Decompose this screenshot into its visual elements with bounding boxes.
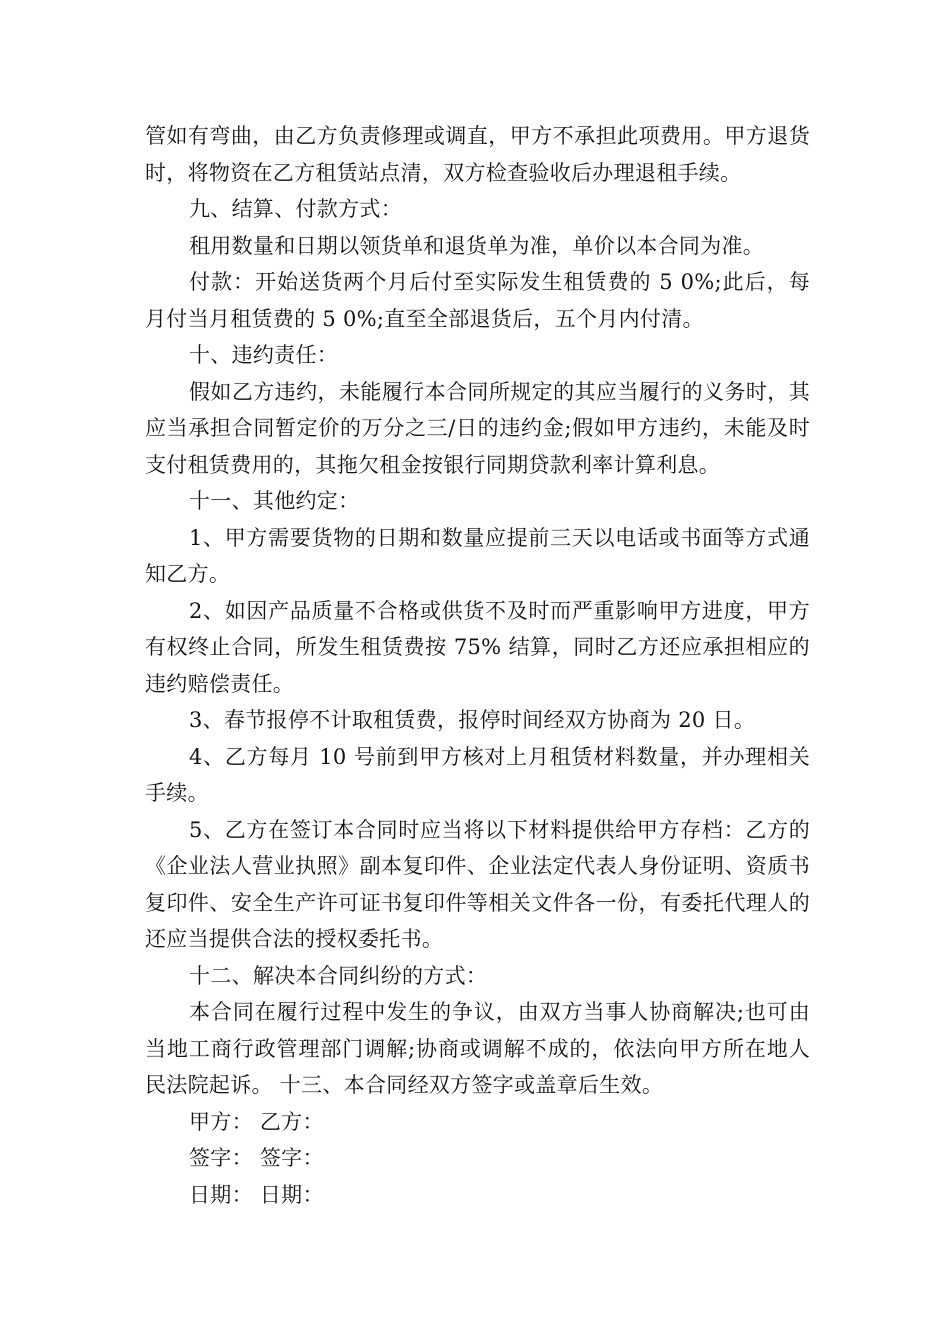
heading-dispute-resolution: 十二、解决本合同纠纷的方式： [189,963,488,988]
signature-sign: 签字： 签字： [189,1146,324,1170]
list-item-5-documents: 5、乙方在签订本合同时应当将以下材料提供给甲方存档：乙方的《企业法人营业执照》副本复印件、企业法定代表人身份证明、资质书复印件、安全生产许可证书复印件等相关文件各一份，有委托代理人的还应当提供合法的授权委托书。 [145,817,810,951]
signature-date: 日期： 日期： [189,1182,324,1207]
list-item-1-advance-notice: 1、甲方需要货物的日期和数量应提前三天以电话或书面等方式通知乙方。 [145,525,810,586]
paragraph-dispute-resolution: 本合同在履行过程中发生的争议，由双方当事人协商解决;也可由当地工商行政管理部门调解;协商或调解不成的，依法向甲方所在地人民法院起诉。 十三、本合同经双方签字或盖章后生效。 [145,1000,810,1097]
heading-other-agreements: 十一、其他约定： [189,489,360,513]
paragraph-rental-quantity: 租用数量和日期以领货单和退货单为准，单价以本合同为准。 [189,233,765,258]
paragraph-payment-terms: 付款：开始送货两个月后付至实际发生租赁费的 5 0%;此后，每月付当月租赁费的 5 0%;直至全部退货后，五个月内付清。 [145,270,810,331]
list-item-4-monthly-check: 4、乙方每月 10 号前到甲方核对上月租赁材料数量，并办理相关手续。 [145,744,810,805]
signature-parties: 甲方： 乙方： [189,1109,324,1134]
list-item-2-quality-termination: 2、如因产品质量不合格或供货不及时而严重影响甲方进度，甲方有权终止合同，所发生租赁费按 75% 结算，同时乙方还应承担相应的违约赔偿责任。 [145,598,810,696]
document-body [145,118,810,1213]
list-item-3-spring-festival: 3、春节报停不计取租赁费，报停时间经双方协商为 20 日。 [189,708,756,732]
paragraph-bending-repair: 管如有弯曲，由乙方负责修理或调直，甲方不承担此项费用。甲方退货时，将物资在乙方租赁站点清，双方检查验收后办理退租手续。 [145,124,810,185]
heading-breach-liability: 十、违约责任： [189,343,339,367]
paragraph-breach-penalty: 假如乙方违约，未能履行本合同所规定的其应当履行的义务时，其应当承担合同暂定价的万分之三/日的违约金;假如甲方违约，未能及时支付租赁费用的，其拖欠租金按银行同期贷款利率计算利息。 [145,379,810,477]
heading-settlement-payment: 九、结算、付款方式： [189,197,402,221]
